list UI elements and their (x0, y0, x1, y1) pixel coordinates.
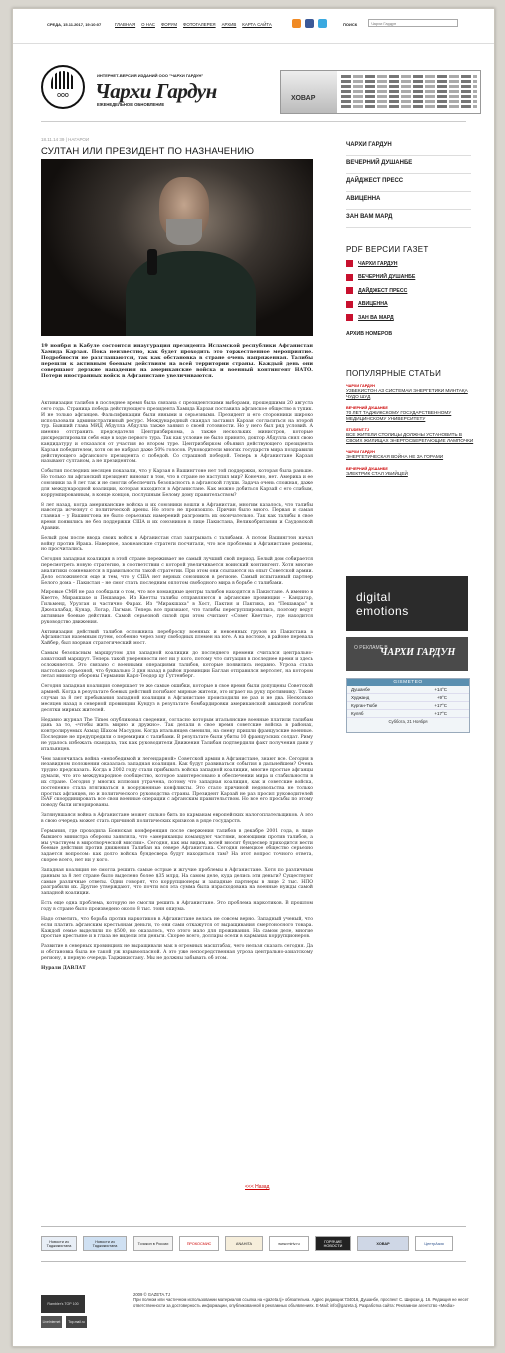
pdf-item-label[interactable]: ЧАРХИ ГАРДУН (358, 260, 398, 267)
pdf-item-label[interactable]: АВИЦЕННА (358, 301, 388, 308)
copyright: 2009 © GAZETA.TJ (133, 1292, 170, 1297)
pdf-list (346, 257, 471, 325)
article-paragraph: Активизация действий талибов осложнила переброску военных и невоенных грузов из Пакистана в Афганистан наземным путем, особенно через зону свободных племен на юге. А на востоке, в районе перевала Хайбер, был взорван стратегический мост. (41, 629, 313, 647)
banner-news-ticker (341, 75, 477, 110)
partner-banner[interactable]: ПРОКОСМИС (179, 1236, 219, 1251)
counters (41, 1295, 85, 1313)
partner-banner[interactable]: ХОВАР (357, 1236, 409, 1251)
nav-sitemap[interactable]: КАРТА САЙТА (242, 22, 272, 27)
facebook-icon[interactable] (305, 19, 314, 28)
partner-banner[interactable]: ГОРЯЧИЕ НОВОСТИ (315, 1236, 351, 1251)
weather-date: Суббота, 21 Ноября (388, 719, 428, 724)
pdf-item[interactable] (346, 311, 471, 325)
article-paragraph: 8 лет назад, когда американские войска и их союзники вошли в Афганистан, многим казалось, что талибы навсегда исчезнут с политической арены. Но этого не произошло. Причин было много. Первая и самая главная – у Вашингтона не было серьезных намерений разгромить их окончательно. Так как талибы в свое время появились не без поддержки США и их союзников в лице Пакистана, Великобритании и Саудовской Аравии. (41, 502, 313, 531)
popular-source: ЧАРХИ ГАРДУН (346, 384, 375, 388)
ad-small-text: О РЕКЛАМЕ В (354, 645, 388, 651)
pdf-icon (346, 287, 353, 294)
counter-badge[interactable]: Top.mail.ru (66, 1316, 87, 1328)
popular-item[interactable] (346, 406, 474, 421)
article-paragraph: Чем закончилась война «непобедимой и легендарной» Советской армии в Афганистане, знают все. Сегодня в незавидном положении оказалась западная коалиция. Как будут развиваться события в дальнейшем? Очень трудно предсказать. Когда в 2002 году стали прибывать войска западной коалиции, многие простые афганцы думали, что это международное сообщество, которое заинтересовано в обеспечении мира и стабильности в их стране. Сегодня у многих иллюзия утрачена, потому что западная коалиция, как и советские войска, постепенно стала втягиваться в вооруженные конфликты. Это стало причиной недовольства не только простых афганцев, но и политического руководства страны. Президент Карзай не раз просил руководителей ISAF скоординировать все свои военные операции с афганским правительством. Но все его просьбы по этому поводу были игнорированы. (41, 756, 313, 809)
popular-source: ЧАРХИ ГАРДУН (346, 450, 375, 454)
site-logo[interactable] (41, 65, 85, 109)
article-paragraph: Сегодня западная коалиция совершает те же самые ошибки, которые в свое время были допущены Советской армией. Когда в результате боевых действий погибают мирные жители, это играет на руку противнику. Такие случаи за 8 лет пребывания западной коалиции в Афганистане происходили не раз и не два. Несколько месяцев назад в северной провинции Кундуз в результате бомбардировки американской авиацией погибли десятки мирных жителей. (41, 684, 313, 713)
nav-about[interactable]: О НАС (141, 22, 155, 27)
weather-city: Куляб (351, 711, 364, 716)
digital-emotions-ad[interactable] (346, 576, 468, 631)
weather-widget[interactable] (346, 678, 470, 733)
footer-divider (41, 1226, 466, 1227)
weather-temp: +17°C (434, 711, 447, 716)
popular-title[interactable]: УЗБЕКИСТОН АЗ СИСТЕМАИ ЭНЕРГЕТИКИ МИНТАҚА ЧУДО ШУД (346, 388, 468, 399)
search-label: ПОИСК (343, 22, 358, 27)
popular-title[interactable]: 70 ЛЕТ ТАДЖИКСКОМУ ГОСУДАРСТВЕННОМУ МЕДИЦИНСКОМУ УНИВЕРСИТЕТУ (346, 410, 452, 421)
pdf-icon (346, 301, 353, 308)
popular-title[interactable]: ЭНЕРГЕТИЧЕСКАЯ ВОЙНА НЕ ЗА ГОРАМИ (346, 454, 444, 459)
weather-city: Курган-Тюбе (351, 703, 378, 708)
article-paragraph: Мировые СМИ не раз сообщали о том, что все командные центры талибов находятся в Пакистане. А именно в Кветте, Миракшахе и Пешаваре. Из Кветты талибы отправляются в афганские провинции – Кандагар, Гильменд, Урузган и частично Фарах. Из "Миракшаха" в Хост, Пактия и Пактика, из "Пешавара" в Джелалабад, Кунар, Логар, Лагман. Теперь все признают, что талибы перегруппировались, поэтому ведут активные боевые действия. Самой серьезной силой при этом считают «Совет Кветты», где находится руководство движения. (41, 590, 313, 625)
pdf-item[interactable] (346, 298, 471, 312)
sidebar-item-avicenna[interactable]: АВИЦЕННА (346, 194, 471, 210)
pdf-heading: PDF ВЕРСИИ ГАЗЕТ (346, 245, 429, 254)
nav-archive[interactable]: АРХИВ (221, 22, 237, 27)
article-paragraph: Надо отметить, что борьба против наркотиков в Афганистане велась не совсем верно. Западный ученый, что если платить афганским крестьянам деньги, то они сами откажутся от выращивания смертоносного товара. Каждой семье выделили по $500, но оказалось, что этого мало для проживания. На самом деле, многие простые крестьяне и в глаза не видели эти деньги. Скорее всего, доллары осели в карманах коррупционеров. (41, 916, 313, 940)
article-paragraph: Сегодня западная коалиция в этой стране переживает не самый лучший свой период. Белый дом собирается пересмотреть новую стратегию, в соответствии с которой увеличивается воинский контингент. Хотя многие аналитики сомневаются в правильности такой стратегии. При этом они ссылаются на опыт Советской армии. Дело осложняется еще и тем, что у США нет верных союзников в регионе. Самый испытанный партнер Белого дома – Пакистан – не смог стать последним оплотом свободного мира в борьбе с талибами. (41, 557, 313, 586)
weather-city: Худжанд (351, 695, 370, 700)
pdf-item-label[interactable]: ЗАН ВА МАРД (358, 314, 394, 321)
sidebar-item-digest-press[interactable]: ДАЙДЖЕСТ ПРЕСС (346, 176, 471, 192)
footer-divider-2 (41, 1261, 466, 1262)
twitter-icon[interactable] (318, 19, 327, 28)
top-bar (13, 9, 494, 44)
article-paragraph: Развитие в северных провинциях не выращивали мак в огромных масштабах, чего нельзя сказать сегодня. Да и обстановка была не такой уж взрывоопасной. А это уже непосредственная угроза центрально-азиатскому региону, в первую очередь Таджикистану. Мы не должны забывать об этом. (41, 944, 313, 961)
ad-brand-text: ЧАРХИ ГАРДУН (380, 647, 456, 658)
sidebar-item-vecherniy-dushanbe[interactable]: ВЕЧЕРНИЙ ДУШАНБЕ (346, 158, 471, 174)
pdf-item[interactable] (346, 271, 471, 285)
weather-row (347, 694, 469, 702)
article-paragraph: Германия, где проходила Боннская конференция после свержения талибов в декабре 2001 года, в лице бывшего министра обороны заявляла, что «американцы командуют частями, воюющими против талибов, а мы участвуем в миротворческой миссии». Сегодня, как мы видим, волей вносит бундесвер приходится вести боевые действия против движения Талибан на севере Афганистана. Сегодня немецкое общество серьезно задается вопросом: как долго войска бундесвера будут находиться там? На этот вопрос точного ответа, скорее всего, нет ни у кого. (41, 828, 313, 864)
partner-banner[interactable]: Точикон в России (133, 1236, 173, 1251)
popular-articles (346, 384, 474, 483)
pdf-item-label[interactable]: ДАЙДЖЕСТ ПРЕСС (358, 287, 408, 294)
weather-title: GISMETEO (347, 679, 469, 686)
partner-banners (41, 1236, 473, 1251)
footer-copyright-block (133, 1292, 473, 1308)
counter-badge[interactable]: LiveInternet (41, 1316, 62, 1328)
article-lead: 19 ноября в Кабуле состоится инаугурация президента Исламской республики Афганистан Хамида Карзая. Пока неизвестно, как будет проходить это торжественное мероприятие. Подробности не разглашаются, так как обстановка в стране очень напряженная. Талибы перешли к активным боевым действиям на всей территории страны. Каждый день они совершают дерзкие нападения на американские войска и военный контингент НАТО. Потери иностранных войск в Афганистане увеличиваются. (41, 343, 313, 379)
nav-home[interactable]: ГЛАВНАЯ (115, 22, 136, 27)
weather-row (347, 686, 469, 694)
sidebar-item-charkhi-gardun[interactable]: ЧАРХИ ГАРДУН (346, 140, 471, 156)
banner-logo-text: ХОВАР (291, 95, 316, 102)
pdf-icon (346, 274, 353, 281)
microphone-icon (147, 249, 157, 275)
article-paragraph: Недавно журнал The Times опубликовал сведения, согласно которым итальянские военные платили талибам дань за то, «чтобы жить мирно и дружно». Так делали в свое время советские войска в районах, контролируемых Ахмад Шахом Масудом. Когда итальянцев сменили, на смену пришли французские военные. Последние не предупредили о перемирии с талибами. В результате были убиты 10 французских солдат. Риму не удалось избежать скандала, так как руководители Движения Талибан подтвердили факт получения дани у итальянцев. (41, 717, 313, 752)
weather-row (347, 710, 469, 718)
banner-logo (281, 71, 337, 113)
publisher-line: ИНТЕРНЕТ-ВЕРСИЯ ИЗДАНИЙ ООО "ЧАРХИ ГАРДУН" (97, 73, 204, 78)
weather-city: Душанбе (351, 687, 371, 692)
pdf-icon (346, 314, 353, 321)
pdf-item[interactable] (346, 257, 471, 271)
pdf-item[interactable] (346, 284, 471, 298)
article-title: СУЛТАН ИЛИ ПРЕЗИДЕНТ ПО НАЗНАЧЕНИЮ (41, 146, 255, 157)
popular-heading: ПОПУЛЯРНЫЕ СТАТЬИ (346, 369, 442, 378)
pdf-icon (346, 260, 353, 267)
weather-temp: +9°C (436, 695, 447, 700)
nav-forum[interactable]: ФОРУМ (160, 22, 177, 27)
weather-temp: +14°C (434, 687, 447, 692)
article-body (41, 401, 313, 976)
header-banner-ad[interactable] (280, 70, 481, 114)
popular-source: STUDENT.TJ (346, 428, 369, 432)
ad-line-2: emotions (356, 604, 409, 618)
sidebar-item-zan-vam-mard[interactable]: ЗАН ВАМ МАРД (346, 212, 471, 228)
counters-row-2 (41, 1316, 87, 1328)
back-link[interactable]: <<< Назад (245, 1184, 270, 1190)
counter-badge[interactable]: Rambler's TOP 100 (41, 1295, 85, 1313)
partner-banner[interactable]: www.mirtv.ru (269, 1236, 309, 1251)
logo-text: ООО (57, 93, 69, 99)
article-paragraph: Затянувшаяся война в Афганистане может сильно бить по карманам европейских налогоплательщиков. А это в свою очередь может стать причиной политических кризисов в ряде государств. (41, 813, 313, 824)
article-photo (41, 159, 313, 336)
logo-rays-icon (51, 71, 75, 89)
article-paragraph: Самым безопасным маршрутом для западной коалиции до последнего времени считался центрально-азиатский маршрут. Теперь такой уверенности нет ни у кого, потому что ситуация в последнее время и здесь осложняется. Это связано с военными операциями талибов, которые появились недавно. Угроза стала настолько серьезной, что буквально 3 дня назад в район провинции Баглан отправился вертолет, на котором летал министр обороны Германии Карл-Теодор цу Гуттенберг. (41, 651, 313, 680)
rss-icon[interactable] (292, 19, 301, 28)
popular-item[interactable] (346, 384, 474, 399)
legal-notice: При полном или частичном использовании материалов ссылка на «gazeta.tj» обязательна. Адрес редакции:734016, Душанбе, проспект С. Ширози д. 16. Редакция не несет ответственности за достоверность информации, опубликованной в рекламных объявлениях. E-Mail: info@gazeta.tj. Разработка сайта: Рекламное агентство «Media» (133, 1297, 469, 1308)
article-paragraph: Активизация талибов в последнее время была связана с президентскими выборами, прошедшими 20 августа сего года. Страница победа действующего президента Хамида Карзая поставила афганское общество в тупик. И не только афганцев. Фальсификации были явными и серьезными. Президент и его сторонники широко использовали административный ресурс. Международный скандал заставил Карзая согласиться на второй тур. Бывший глава МИД Абдулла Абдулла также заявил о своей готовности. Но у него был ряд условий. А именно отстранить председателя Центризбиркома, а также нескольких министров, которые дискредитировали себя еще в ходе первого тура. Так как условие не было принято, доктор Абдулла снял свою кандидатуру и отказался от участия во втором туре. Центризбирком объявил действующего президента Карзая победителем, хотя он не набрал даже 50% голосов. Руководители многих государств мира поздравили действующего афганского президента с победой. Со страшной победой. Теперь в Афганистане Карзая называют султаном, а не президентом. (41, 401, 313, 465)
partner-banner[interactable]: ANAHITA (225, 1236, 263, 1251)
popular-item[interactable] (346, 428, 474, 443)
popular-item[interactable] (346, 450, 474, 460)
article-paragraph: События последних месяцев показали, что у Карзая в Вашингтоне нет той поддержки, которая была раньше. Но только ли афганский президент виноват в том, что в стране не наступил мир? Конечно, нет. Америка и ее союзники за 8 лет так и не смогли обеспечить безопасность в афганской глуши. Задача очень сложная, даже для международной коалиции, которая находится в Афганистане. Как можно добиться Карзай с его слабым, коррумпированным, в конце концов, послушным Белому дому правительством? (41, 469, 313, 498)
article-paragraph: Есть еще одна проблема, которую не смогли решить в Афганистане. Это проблема наркотиков. В прошлом году в стране было произведено около 8 тыс. тонн опиума. (41, 901, 313, 912)
nav-photo-gallery[interactable]: ФОТОГАЛЕРЕЯ (183, 22, 216, 27)
page (12, 8, 495, 1347)
site-brand-name[interactable]: Чархи Гардун (95, 79, 217, 103)
weather-row (347, 702, 469, 710)
top-navigation (115, 22, 272, 27)
popular-item[interactable] (346, 467, 474, 477)
pdf-item-label[interactable]: ВЕЧЕРНИЙ ДУШАНБЕ (358, 274, 416, 281)
article-meta: 18.11.14 39 | НАГАРОИ (41, 137, 90, 142)
archive-link[interactable]: АРХИВ НОМЕРОВ (346, 331, 393, 337)
article-paragraph: Белый дом после ввода своих войск в Афганистан стал заигрывать с талибами. А потом Вашингтон начал войну против Ирака. Наверное, заокеанские стратеги посчитали, что все проблемы в Афганистане решены, но просчитались. (41, 535, 313, 553)
sidebar-publications (346, 140, 471, 230)
advertising-banner[interactable] (346, 637, 468, 671)
ad-line-1: digital (356, 590, 391, 604)
partner-banner[interactable]: Новости из Таджикистана (41, 1236, 77, 1251)
search-input[interactable] (368, 19, 458, 27)
popular-source: ВЕЧЕРНИЙ ДУШАНБЕ (346, 466, 388, 471)
current-date: СРЕДА, 15.11.2017, 19:10:07 (47, 22, 102, 27)
partner-banner[interactable]: Новости из Таджикистана (83, 1236, 127, 1251)
popular-title[interactable]: ЭЛЕКТРИК СТАЛ УБИЙЦЕЙ (346, 470, 408, 476)
partner-banner[interactable]: ЦентрАзия (415, 1236, 453, 1251)
header-divider (41, 121, 466, 122)
weather-temp: +17°C (434, 703, 447, 708)
site-subtitle: ЕЖЕНЕДЕЛЬНОЕ ОБНОВЛЕНИЕ (97, 102, 165, 107)
article-author: Нурали ДАВЛАТ (41, 965, 86, 971)
popular-source: ВЕЧЕРНИЙ ДУШАНБЕ (346, 406, 388, 410)
popular-title[interactable]: ВСЕ ЖИТЕЛИ СТОЛИЦЫ ДОЛЖНЫ УСТАНОВИТЬ В СВОИХ ЖИЛИЩАХ ЭНЕРГОСБЕРЕГАЮЩИЕ ЛАМПОЧКИ (346, 432, 474, 443)
article-paragraph: Западная коалиция не смогла решить самые острые и жгучие проблемы в Афганистане. Хотя по различным данным за 8 лет стране было выделено более $35 млрд. На самом деле, куда делись эти деньги? Существуют самые различные ответы. Одни говорят, что коррупционеры и западные партнеры в лице 2 тыс. НПО разграбили их. Другие утверждают, что почти вся эта сумма была израсходована на военные нужды самой западной коалиции. (41, 867, 313, 897)
